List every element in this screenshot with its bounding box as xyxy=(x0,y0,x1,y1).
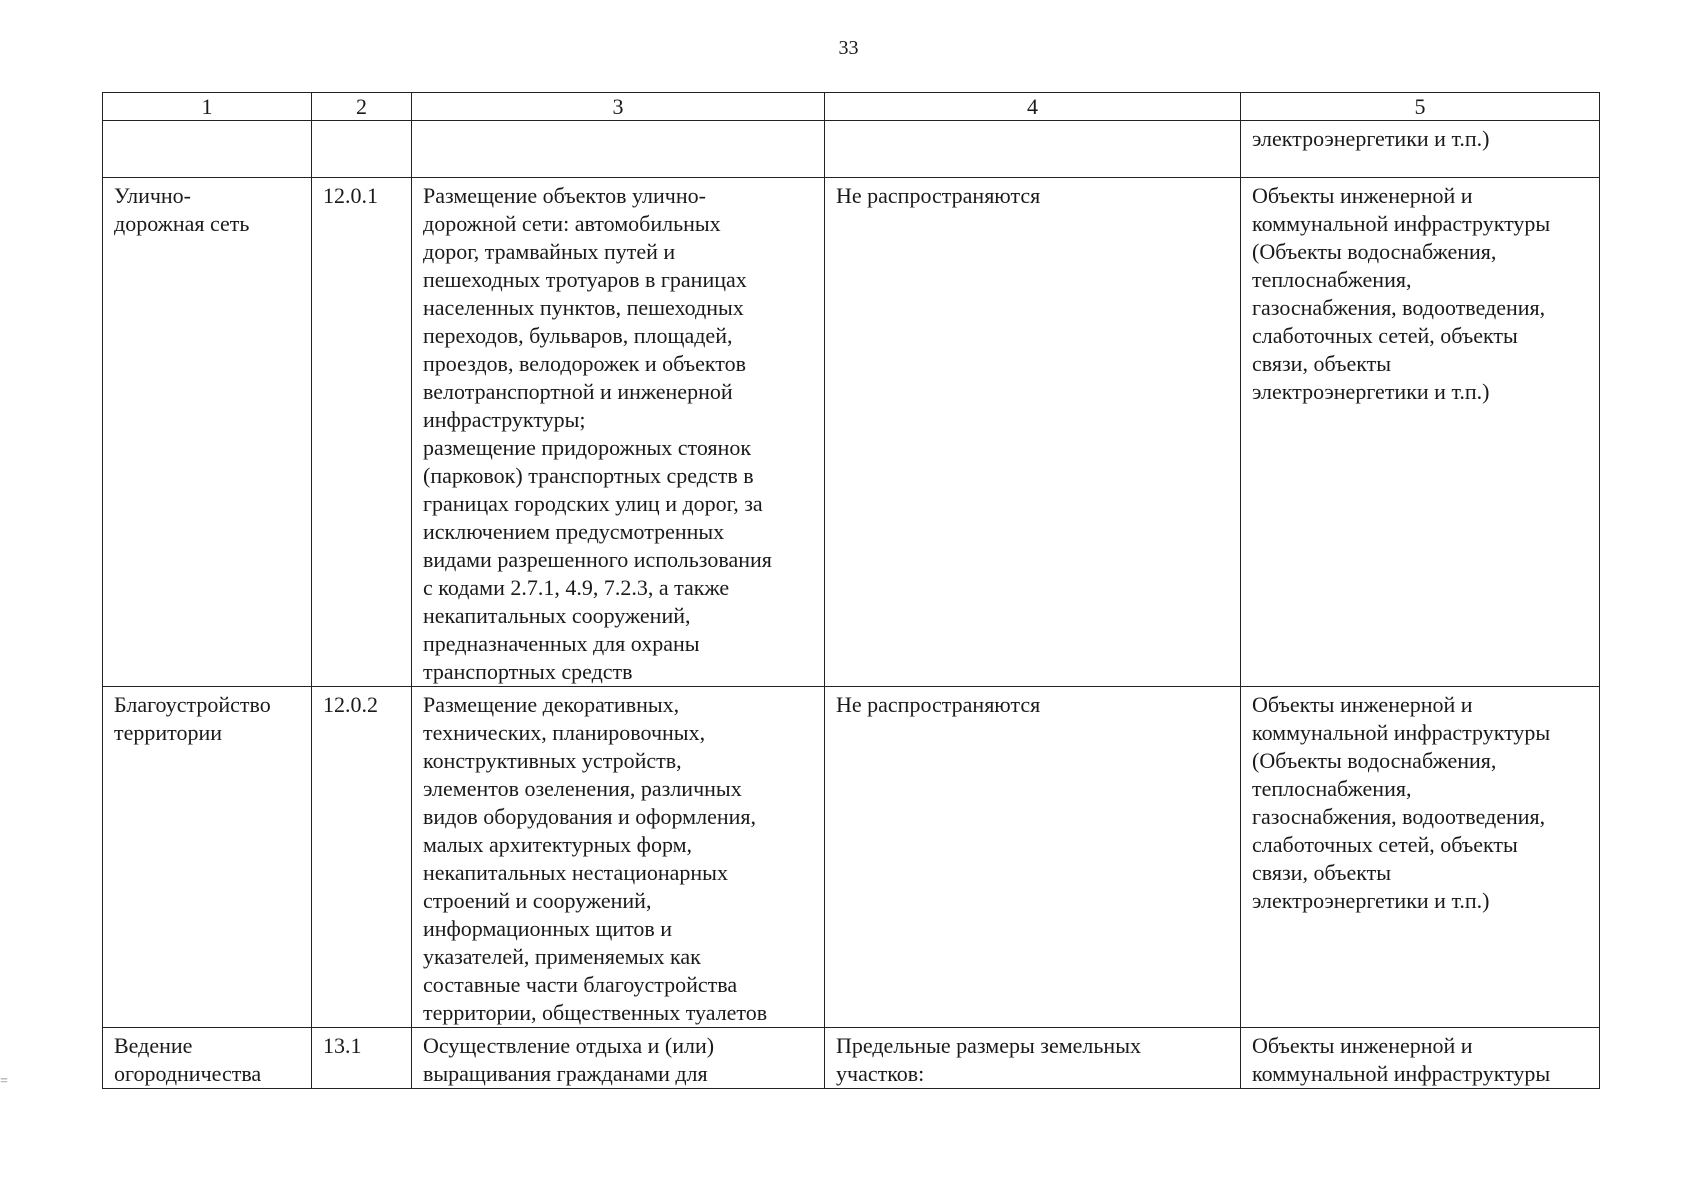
use-code-cell: 12.0.1 xyxy=(312,178,412,687)
use-name-cell: Благоустройство территории xyxy=(103,687,312,1028)
use-code-cell xyxy=(312,121,412,178)
page-number: 33 xyxy=(838,37,859,59)
use-description-cell: Размещение объектов улично- дорожной сети: автомобильных дорог, трамвайных путей и пешеходных тротуаров в границах населенных пунктов, пешеходных переходов, бульваров, площадей, проездов, велодорожек и объектов велотранспортной и инженерной инфраструктуры; размещение придорожных стоянок (парковок) транспортных средств в границах городских улиц и дорог, за исключением предусмотренных видами разрешенного использования с кодами 2.7.1, 4.9, 7.2.3, а также некапитальных сооружений, предназначенных для охраны транспортных средств xyxy=(412,178,825,687)
table-row xyxy=(103,1028,1600,1089)
land-use-table xyxy=(102,92,1600,1089)
use-code-cell: 13.1 xyxy=(312,1028,412,1089)
use-description-cell xyxy=(412,121,825,178)
auxiliary-uses-cell: Объекты инженерной и коммунальной инфраструктуры (Объекты водоснабжения, теплоснабжения, газоснабжения, водоотведения, слаботочных сетей, объекты связи, объекты электроэнергетики и т.п.) xyxy=(1241,178,1600,687)
column-header-3: 3 xyxy=(412,93,825,121)
column-header-2: 2 xyxy=(312,93,412,121)
limits-cell: Не распространяются xyxy=(825,178,1241,687)
use-description-cell: Размещение декоративных, технических, планировочных, конструктивных устройств, элементов озеленения, различных видов оборудования и оформления, малых архитектурных форм, некапитальных нестационарных строений и сооружений, информационных щитов и указателей, применяемых как составные части благоустройства территории, общественных туалетов xyxy=(412,687,825,1028)
table-row xyxy=(103,178,1600,687)
header-row xyxy=(103,93,1600,121)
use-code-cell: 12.0.2 xyxy=(312,687,412,1028)
auxiliary-uses-cell: Объекты инженерной и коммунальной инфраструктуры xyxy=(1241,1028,1600,1089)
use-name-cell xyxy=(103,121,312,178)
scan-edge-mark: = xyxy=(0,1074,8,1089)
column-header-5: 5 xyxy=(1241,93,1600,121)
use-name-cell: Ведение огородничества xyxy=(103,1028,312,1089)
auxiliary-uses-cell: электроэнергетики и т.п.) xyxy=(1241,121,1600,178)
table-row xyxy=(103,121,1600,178)
limits-cell: Предельные размеры земельных участков: xyxy=(825,1028,1241,1089)
column-header-4: 4 xyxy=(825,93,1241,121)
use-name-cell: Улично- дорожная сеть xyxy=(103,178,312,687)
limits-cell xyxy=(825,121,1241,178)
limits-cell: Не распространяются xyxy=(825,687,1241,1028)
auxiliary-uses-cell: Объекты инженерной и коммунальной инфраструктуры (Объекты водоснабжения, теплоснабжения, газоснабжения, водоотведения, слаботочных сетей, объекты связи, объекты электроэнергетики и т.п.) xyxy=(1241,687,1600,1028)
column-header-1: 1 xyxy=(103,93,312,121)
use-description-cell: Осуществление отдыха и (или) выращивания гражданами для xyxy=(412,1028,825,1089)
table-row xyxy=(103,687,1600,1028)
